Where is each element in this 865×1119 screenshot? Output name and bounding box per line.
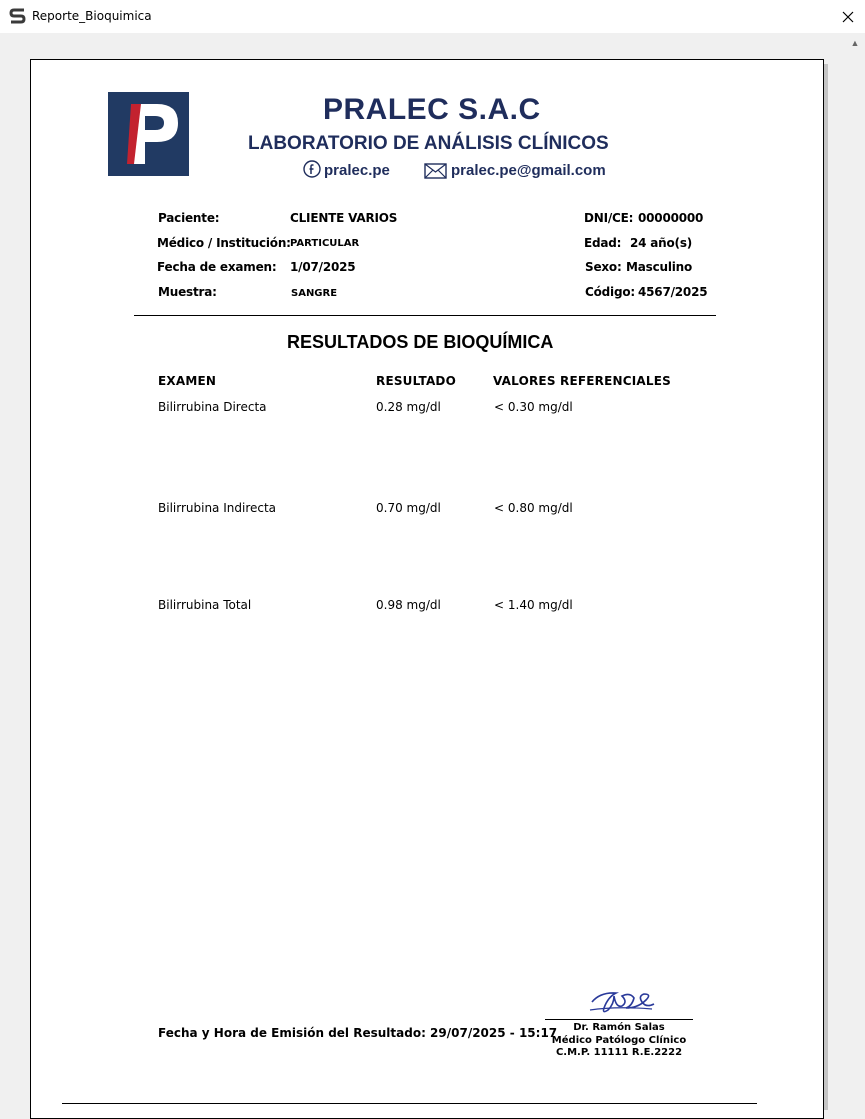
company-logo — [108, 92, 189, 176]
email-address: pralec.pe@gmail.com — [451, 162, 606, 179]
exam-name: Bilirrubina Indirecta — [158, 501, 277, 515]
doctor-signature — [586, 984, 658, 1020]
exam-date-label: Fecha de examen: — [157, 260, 277, 274]
dni-value: 00000000 — [638, 211, 704, 225]
patient-label: Paciente: — [158, 211, 220, 225]
s-app-icon — [9, 7, 27, 25]
scroll-up-arrow-icon[interactable]: ▲ — [850, 38, 860, 48]
age-label: Edad: — [584, 236, 622, 250]
doctor-registration: C.M.P. 11111 R.E.2222 — [555, 1047, 683, 1058]
sex-label: Sexo: — [585, 260, 622, 274]
code-label: Código: — [585, 285, 635, 299]
company-name: PRALEC S.A.C — [323, 93, 541, 126]
window-titlebar — [0, 0, 865, 33]
exam-result: 0.98 mg/dl — [376, 598, 441, 612]
window-title: Reporte_Bioquimica — [32, 9, 152, 23]
signature-line — [545, 1019, 693, 1020]
patient-value: CLIENTE VARIOS — [290, 211, 398, 225]
exam-reference: < 0.80 mg/dl — [494, 501, 573, 515]
exam-name: Bilirrubina Total — [158, 598, 252, 612]
dni-label: DNI/CE: — [584, 211, 634, 225]
close-button[interactable] — [830, 0, 865, 33]
sample-label: Muestra: — [158, 285, 217, 299]
close-icon — [842, 11, 854, 23]
sample-value: SANGRE — [291, 288, 338, 299]
column-header-result: RESULTADO — [376, 374, 456, 388]
column-header-exam: EXAMEN — [158, 374, 217, 388]
report-page — [30, 59, 824, 1119]
sex-value: Masculino — [626, 260, 693, 274]
facebook-handle: pralec.pe — [324, 162, 390, 179]
page-shadow — [824, 64, 828, 1110]
header-divider — [134, 315, 716, 316]
exam-name: Bilirrubina Directa — [158, 400, 267, 414]
doctor-title: Médico Patólogo Clínico — [551, 1035, 687, 1046]
exam-reference: < 0.30 mg/dl — [494, 400, 573, 414]
email-icon — [424, 163, 447, 179]
doctor-name: Dr. Ramón Salas — [573, 1022, 665, 1033]
footer-divider — [62, 1103, 757, 1104]
facebook-icon — [303, 160, 321, 178]
exam-result: 0.70 mg/dl — [376, 501, 441, 515]
results-title: RESULTADOS DE BIOQUÍMICA — [287, 332, 554, 352]
doctor-institution-value: PARTICULAR — [290, 238, 360, 249]
exam-result: 0.28 mg/dl — [376, 400, 441, 414]
age-value: 24 año(s) — [630, 236, 693, 250]
emission-datetime: Fecha y Hora de Emisión del Resultado: 29/07/2025 - 15:17 — [158, 1026, 558, 1040]
exam-date-value: 1/07/2025 — [290, 260, 356, 274]
column-header-reference: VALORES REFERENCIALES — [493, 374, 671, 388]
exam-reference: < 1.40 mg/dl — [494, 598, 573, 612]
code-value: 4567/2025 — [638, 285, 708, 299]
doctor-institution-label: Médico / Institución: — [157, 236, 291, 250]
lab-subtitle: LABORATORIO DE ANÁLISIS CLÍNICOS — [248, 133, 609, 154]
